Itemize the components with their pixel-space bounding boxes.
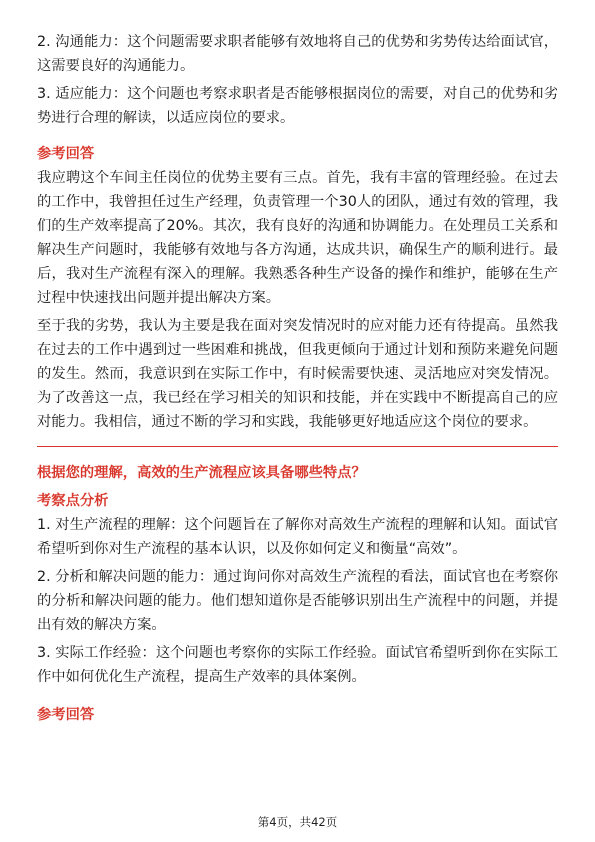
answer-paragraph-strengths: 我应聘这个车间主任岗位的优势主要有三点。首先，我有丰富的管理经验。在过去的工作中，我曾担任过生产经理，负责管理一个30人的团队，通过有效的管理，我们的生产效率提高了20%。其次，我有良好的沟通和协调能力。在处理员工关系和解决生产问题时，我能够有效地与各方沟通，达成共识，确保生产的顺利进行。最后，我对生产流程有深入的理解。我熟悉各种生产设备的操作和维护，能够在生产过程中快速找出问题并提出解决方案。 [37, 170, 558, 306]
analysis-heading: 考察点分析 [37, 493, 109, 509]
page-content [37, 30, 558, 727]
analysis-item-communication: 2. 沟通能力：这个问题需要求职者能够有效地将自己的优势和劣势传达给面试官，这需要良好的沟通能力。 [37, 34, 558, 74]
reference-answer-heading-2: 参考回答 [37, 707, 95, 723]
analysis-item-problem-solving: 2. 分析和解决问题的能力：通过询问你对高效生产流程的看法，面试官也在考察你的分析和解决问题的能力。他们想知道你是否能够识别出生产流程中的问题，并提出有效的解决方案。 [37, 569, 558, 633]
reference-answer-heading: 参考回答 [37, 146, 95, 162]
page-number: 第4页，共42页 [257, 815, 338, 829]
question-title: 根据您的理解，高效的生产流程应该具备哪些特点？ [37, 465, 366, 481]
analysis-item-experience: 3. 实际工作经验：这个问题也考察你的实际工作经验。面试官希望听到你在实际工作中如何优化生产流程，提高生产效率的具体案例。 [37, 645, 558, 685]
analysis-item-understanding: 1. 对生产流程的理解：这个问题旨在了解你对高效生产流程的理解和认知。面试官希望听到你对生产流程的基本认识，以及你如何定义和衡量“高效”。 [37, 517, 558, 557]
analysis-item-adaptability: 3. 适应能力：这个问题也考察求职者是否能够根据岗位的需要，对自己的优势和劣势进行合理的解读，以适应岗位的要求。 [37, 86, 558, 126]
answer-paragraph-weaknesses: 至于我的劣势，我认为主要是我在面对突发情况时的应对能力还有待提高。虽然我在过去的工作中遇到过一些困难和挑战，但我更倾向于通过计划和预防来避免问题的发生。然而，我意识到在实际工作中，有时候需要快速、灵活地应对突发情况。为了改善这一点，我已经在学习相关的知识和技能，并在实践中不断提高自己的应对能力。我相信，通过不断的学习和实践，我能够更好地适应这个岗位的要求。 [37, 318, 558, 430]
section-divider [37, 446, 558, 447]
